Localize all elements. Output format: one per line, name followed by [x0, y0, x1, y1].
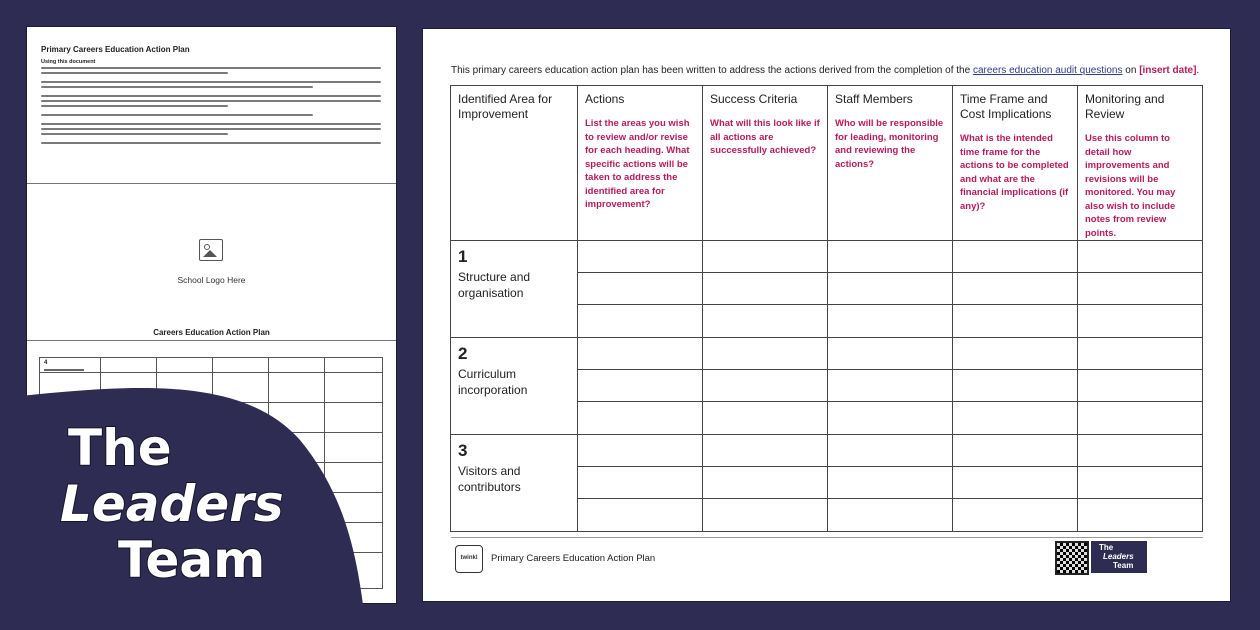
table-row	[451, 435, 1203, 467]
table-cell[interactable]	[953, 370, 1078, 402]
table-cell[interactable]	[578, 338, 703, 370]
mini-table-number: 4	[44, 360, 48, 366]
brand-line-1: The	[68, 419, 172, 477]
twinkl-logo-icon: twinkl	[455, 545, 483, 573]
table-cell[interactable]	[1078, 370, 1203, 402]
table-cell[interactable]	[828, 338, 953, 370]
left-page-caption: Careers Education Action Plan	[153, 328, 270, 337]
action-plan-page	[423, 29, 1230, 601]
area-cell-1: 1 Structure and organisation	[451, 241, 578, 338]
table-cell[interactable]	[953, 273, 1078, 305]
table-row	[451, 338, 1203, 370]
intro-sentence: This primary careers education action plan has been written to address the actions derived from the completion of the careers education audit questions on [insert date].	[451, 65, 1200, 76]
table-cell[interactable]	[1078, 402, 1203, 435]
left-page-title: Primary Careers Education Action Plan	[41, 45, 190, 54]
table-cell[interactable]	[578, 370, 703, 402]
brand-wordmark	[60, 420, 284, 588]
table-cell[interactable]	[828, 305, 953, 338]
table-cell[interactable]	[1078, 338, 1203, 370]
table-header-row	[451, 86, 1203, 241]
header-actions: Actions List the areas you wish to review and/or revise for each heading. What specific actions will be taken to address the identified area for improvement?	[578, 86, 703, 241]
table-cell[interactable]	[1078, 435, 1203, 467]
header-time-frame: Time Frame and Cost Implications What is the intended time frame for the actions to be completed and what are the financial implications (if any)?	[953, 86, 1078, 241]
table-cell[interactable]	[578, 402, 703, 435]
audit-questions-link[interactable]: careers education audit questions	[972, 65, 1123, 76]
table-cell[interactable]	[828, 435, 953, 467]
table-cell[interactable]	[828, 467, 953, 499]
table-cell[interactable]	[703, 402, 828, 435]
table-cell[interactable]	[703, 338, 828, 370]
table-cell[interactable]	[578, 273, 703, 305]
table-cell[interactable]	[1078, 499, 1203, 532]
table-row	[451, 241, 1203, 273]
table-cell[interactable]	[1078, 273, 1203, 305]
brand-line-2: Leaders	[60, 475, 284, 533]
header-success-criteria: Success Criteria What will this look like if all actions are successfully achieved?	[703, 86, 828, 241]
table-cell[interactable]	[953, 467, 1078, 499]
table-cell[interactable]	[828, 273, 953, 305]
table-cell[interactable]	[1078, 241, 1203, 273]
brand-line-3: Team	[118, 531, 266, 589]
table-cell[interactable]	[703, 305, 828, 338]
table-cell[interactable]	[953, 305, 1078, 338]
footer-brand-logo: The Leaders Team	[1091, 541, 1147, 573]
header-monitoring-review: Monitoring and Review Use this column to detail how improvements and revisions will be monitored. You may also wish to include notes from review points.	[1078, 86, 1203, 241]
table-cell[interactable]	[953, 402, 1078, 435]
table-cell[interactable]	[703, 241, 828, 273]
table-cell[interactable]	[578, 467, 703, 499]
table-cell[interactable]	[1078, 305, 1203, 338]
footer-title: Primary Careers Education Action Plan	[491, 553, 656, 564]
table-cell[interactable]	[1078, 467, 1203, 499]
qr-code-icon	[1055, 541, 1089, 575]
table-cell[interactable]	[953, 241, 1078, 273]
header-identified-area: Identified Area for Improvement	[451, 86, 578, 241]
area-cell-2: 2 Curriculum incorporation	[451, 338, 578, 435]
left-page-using-heading: Using this document	[41, 59, 96, 65]
table-cell[interactable]	[578, 435, 703, 467]
table-cell[interactable]	[828, 241, 953, 273]
area-cell-3: 3 Visitors and contributors	[451, 435, 578, 532]
table-cell[interactable]	[953, 338, 1078, 370]
table-cell[interactable]	[953, 435, 1078, 467]
insert-date-placeholder: [insert date]	[1139, 65, 1197, 76]
table-cell[interactable]	[578, 241, 703, 273]
table-cell[interactable]	[828, 370, 953, 402]
table-cell[interactable]	[703, 435, 828, 467]
table-cell[interactable]	[953, 499, 1078, 532]
table-cell[interactable]	[703, 273, 828, 305]
table-cell[interactable]	[578, 305, 703, 338]
table-cell[interactable]	[828, 499, 953, 532]
footer-divider	[451, 537, 1203, 538]
school-logo-placeholder: School Logo Here	[177, 275, 246, 285]
table-cell[interactable]	[703, 499, 828, 532]
table-cell[interactable]	[828, 402, 953, 435]
action-plan-table	[450, 85, 1203, 532]
header-staff-members: Staff Members Who will be responsible for leading, monitoring and reviewing the actions?	[828, 86, 953, 241]
table-cell[interactable]	[703, 467, 828, 499]
table-cell[interactable]	[578, 499, 703, 532]
table-cell[interactable]	[703, 370, 828, 402]
